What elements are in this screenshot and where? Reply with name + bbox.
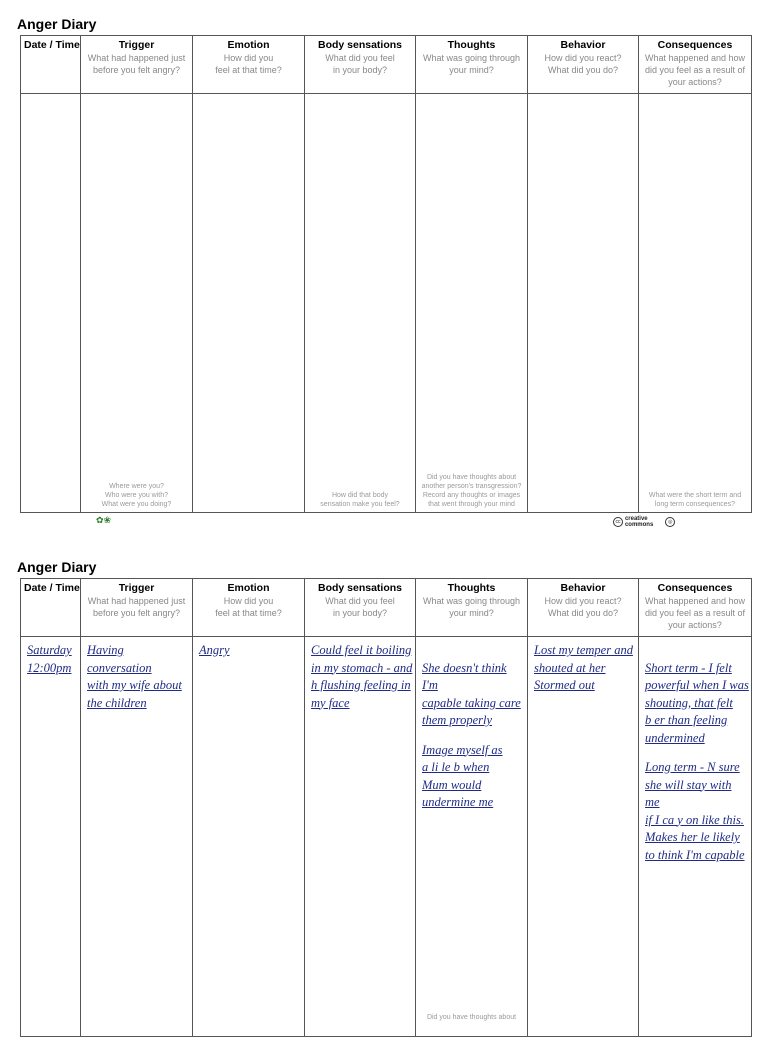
column-header-trigger: Trigger What had happened just before you felt angry? (81, 579, 193, 637)
cell-emotion[interactable] (193, 637, 305, 1037)
cell-consequences[interactable] (639, 637, 752, 1037)
column-header-behavior: Behavior How did you react? What did you do? (528, 36, 639, 94)
hint-thoughts: Did you have thoughts about (426, 1014, 517, 1021)
cell-behavior[interactable] (528, 94, 639, 513)
cell-date-time[interactable] (21, 94, 81, 513)
cell-emotion[interactable] (193, 94, 305, 513)
column-header-body-sensations: Body sensations What did you feel in your body? (305, 579, 416, 637)
diary-table (20, 578, 752, 1037)
column-header-emotion: Emotion How did you feel at that time? (193, 36, 305, 94)
cell-trigger[interactable] (81, 94, 193, 513)
page-title: Anger Diary (17, 16, 97, 32)
cell-date-time[interactable] (21, 637, 81, 1037)
cell-body-sensations[interactable] (305, 637, 416, 1037)
column-header-behavior: Behavior How did you react? What did you do? (528, 579, 639, 637)
hint-body: How did that body sensation make you feel? (320, 492, 400, 508)
cell-body-sensations[interactable] (305, 94, 416, 513)
entry-body-sensations: Could feel it boiling in my stomach - and h flushing feeling in my face (311, 643, 413, 710)
entry-consequences: Short term - I felt powerful when I was shouting, that felt b er than feeling undermined Long term - N sure she will stay with me if I ca y on like this. Makes her le likely to think I'm capable (645, 660, 749, 862)
column-header-trigger: Trigger What had happened just before you felt angry? (81, 36, 193, 94)
column-header-thoughts: Thoughts What was going through your mind? (416, 36, 528, 94)
cell-trigger[interactable] (81, 637, 193, 1037)
diary-table (20, 35, 752, 513)
column-header-date-time: Date / Time (21, 36, 81, 94)
column-header-date-time: Date / Time (21, 579, 81, 637)
entry-date-time: Saturday 12:00pm (27, 643, 72, 675)
page-title: Anger Diary (17, 559, 97, 575)
column-header-consequences: Consequences What happened and how did you feel as a result of your actions? (639, 579, 752, 637)
column-header-thoughts: Thoughts What was going through your mind? (416, 579, 528, 637)
column-header-emotion: Emotion How did you feel at that time? (193, 579, 305, 637)
logo-icon: ✿❀ (96, 515, 112, 525)
hint-consequences: What were the short term and long term consequences? (648, 492, 742, 508)
entry-emotion: Angry (199, 643, 230, 657)
column-header-consequences: Consequences What happened and how did you feel as a result of your actions? (639, 36, 752, 94)
hint-thoughts: Did you have thoughts about another person's transgression? Record any thoughts or images that went through your mind (421, 474, 522, 508)
creative-commons-icon: cc creative commons ◎ (613, 516, 675, 528)
entry-trigger: Having conversation with my wife about the children (87, 643, 182, 710)
hint-trigger: Where were you? Who were you with? What were you doing? (101, 483, 172, 508)
entry-behavior: Lost my temper and shouted at her Stormed out (534, 643, 633, 692)
cell-consequences[interactable] (639, 94, 752, 513)
cell-thoughts[interactable] (416, 94, 528, 513)
column-header-body-sensations: Body sensations What did you feel in your body? (305, 36, 416, 94)
cell-behavior[interactable] (528, 637, 639, 1037)
cell-thoughts[interactable] (416, 637, 528, 1037)
entry-thoughts: She doesn't think I'm capable taking care them properly Image myself as a li le b when Mum would undermine me (422, 660, 521, 809)
